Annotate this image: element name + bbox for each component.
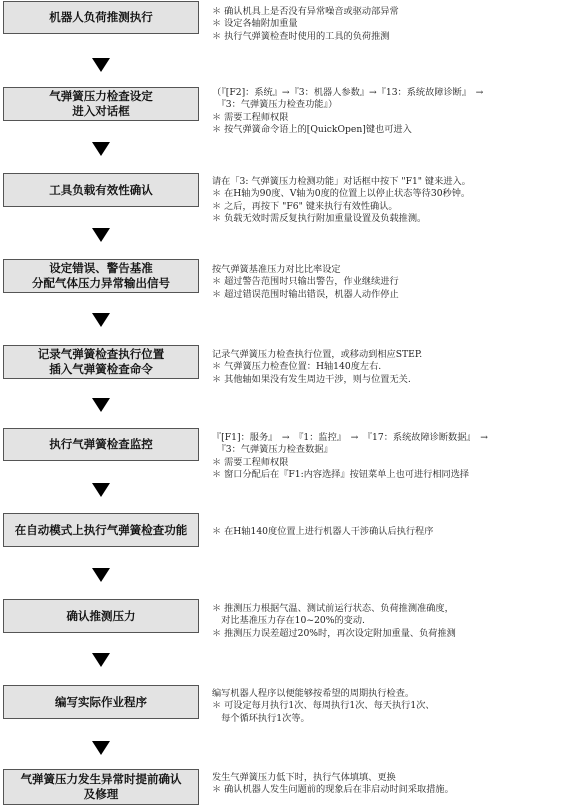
note-line: 发生气弹簧压力低下时，执行气体填填、更换 (212, 772, 396, 783)
step-notes-10 (212, 772, 580, 797)
note-line: ＊ 负载无效时需反复执行附加重量设置及负载推测。 (212, 212, 427, 224)
note-line: 『[F1]：服务』 → 『1：监控』 → 『17：系统故障诊断数据』 → (212, 432, 488, 443)
note-line: ＊ 超过错误范围时输出错误，机器人动作停止 (212, 288, 399, 300)
down-arrow-icon (91, 653, 111, 667)
step-box-2 (3, 87, 199, 121)
note-line: 每个循环执行1次等。 (212, 712, 310, 724)
step-title-line: 在自动模式上执行气弹簧检查功能 (14, 522, 188, 537)
step-notes-4 (212, 264, 580, 301)
note-line: ＊ 超过警告范围时只输出警告，作业继续进行 (212, 276, 399, 288)
note-line: 『3：气弹簧压力检查数据』 (212, 444, 333, 456)
note-line: ＊ 确认机具上是否没有异常噪音或驱动部异常 (212, 6, 399, 17)
note-line: 对比基准压力存在10~20%的变动. (212, 615, 365, 627)
down-arrow-icon (91, 58, 111, 72)
step-notes-6 (212, 432, 580, 481)
step-title-line: 进入对话框 (72, 104, 130, 118)
step-title-line: 记录气弹簧检查执行位置 (37, 347, 165, 361)
note-line: （『[F2]：系统』→『3：机器人参数』→『13：系统故障诊断』 → (212, 87, 484, 98)
step-box-1 (3, 1, 199, 34)
note-line: ＊ 气弹簧压力检查位置：H轴140度左右. (212, 361, 382, 373)
down-arrow-icon (91, 398, 111, 412)
step-box-4 (3, 259, 199, 293)
step-box-7 (3, 513, 199, 547)
step-title-line: 气弹簧压力检查设定 (49, 89, 153, 103)
note-line: ＊ 执行气弹簧检查时使用的工具的负荷推测 (212, 30, 390, 42)
note-line: 按气弹簧基准压力对比比率设定 (212, 264, 341, 275)
step-notes-7 (212, 526, 580, 538)
note-line: ＊ 需要工程师权限 (212, 456, 289, 468)
step-title-line: 气弹簧压力发生异常时提前确认 (20, 772, 182, 786)
note-line: ＊ 可设定每月执行1次、每周执行1次、每天执行1次、 (212, 700, 435, 712)
down-arrow-icon (91, 142, 111, 156)
down-arrow-icon (91, 228, 111, 242)
step-box-9 (3, 685, 199, 719)
step-box-5 (3, 345, 199, 379)
step-title-line: 设定错误、警告基准 (49, 261, 153, 275)
step-notes-3 (212, 176, 580, 225)
step-title-line: 及修理 (83, 787, 119, 801)
note-line: ＊ 其他轴如果没有发生周边干涉，则与位置无关. (212, 373, 411, 385)
note-line: ＊ 需要工程师权限 (212, 111, 289, 123)
step-title-line: 分配气体压力异常输出信号 (32, 276, 170, 290)
down-arrow-icon (91, 483, 111, 497)
note-line: ＊ 在H轴140度位置上进行机器人干涉确认后执行程序 (212, 526, 434, 537)
step-title-line: 插入气弹簧检查命令 (49, 362, 153, 376)
step-title-line: 机器人负荷推测执行 (49, 10, 153, 24)
note-line: ＊ 之后，再按下 "F6" 键来执行有效性确认。 (212, 200, 398, 212)
step-notes-9 (212, 688, 580, 725)
down-arrow-icon (91, 741, 111, 755)
note-line: ＊ 设定各轴附加重量 (212, 18, 298, 30)
step-notes-2 (212, 87, 580, 136)
step-box-10 (3, 769, 199, 805)
note-line: 『3：气弹簧压力检查功能』） (212, 99, 338, 111)
step-notes-5 (212, 349, 580, 386)
step-title-line: 执行气弹簧检查监控 (49, 437, 153, 451)
step-title-line: 确认推测压力 (66, 608, 136, 623)
note-line: ＊ 推测压力误差超过20%时，再次设定附加重量、负荷推测 (212, 627, 456, 639)
step-title-line: 编写实际作业程序 (55, 694, 147, 709)
step-title-line: 工具负载有效性确认 (49, 182, 153, 197)
step-notes-8 (212, 603, 580, 640)
note-line: ＊ 按气弹簧命令语上的[QuickOpen]键也可进入 (212, 123, 412, 135)
down-arrow-icon (91, 568, 111, 582)
note-line: ＊ 推测压力根据气温、测试前运行状态、负荷推测准确度， (212, 603, 454, 614)
note-line: 编写机器人程序以便能够按希望的周期执行检查。 (212, 688, 415, 699)
note-line: ＊ 在H轴为90度、V轴为0度的位置上以停止状态等待30秒钟。 (212, 188, 471, 200)
step-box-8 (3, 599, 199, 633)
down-arrow-icon (91, 313, 111, 327)
note-line: ＊ 窗口分配后在『F1:内容选择』按钮菜单上也可进行相同选择 (212, 468, 470, 480)
note-line: ＊ 确认机器人发生问题前的现象后在非启动时间采取措施。 (212, 784, 454, 796)
step-box-6 (3, 428, 199, 461)
note-line: 请在「3: 气弹簧压力检测功能」对话框中按下 "F1" 键来进入。 (212, 176, 471, 187)
step-box-3 (3, 173, 199, 207)
note-line: 记录气弹簧压力检查执行位置，或移动到相应STEP. (212, 349, 423, 360)
step-notes-1 (212, 6, 580, 43)
